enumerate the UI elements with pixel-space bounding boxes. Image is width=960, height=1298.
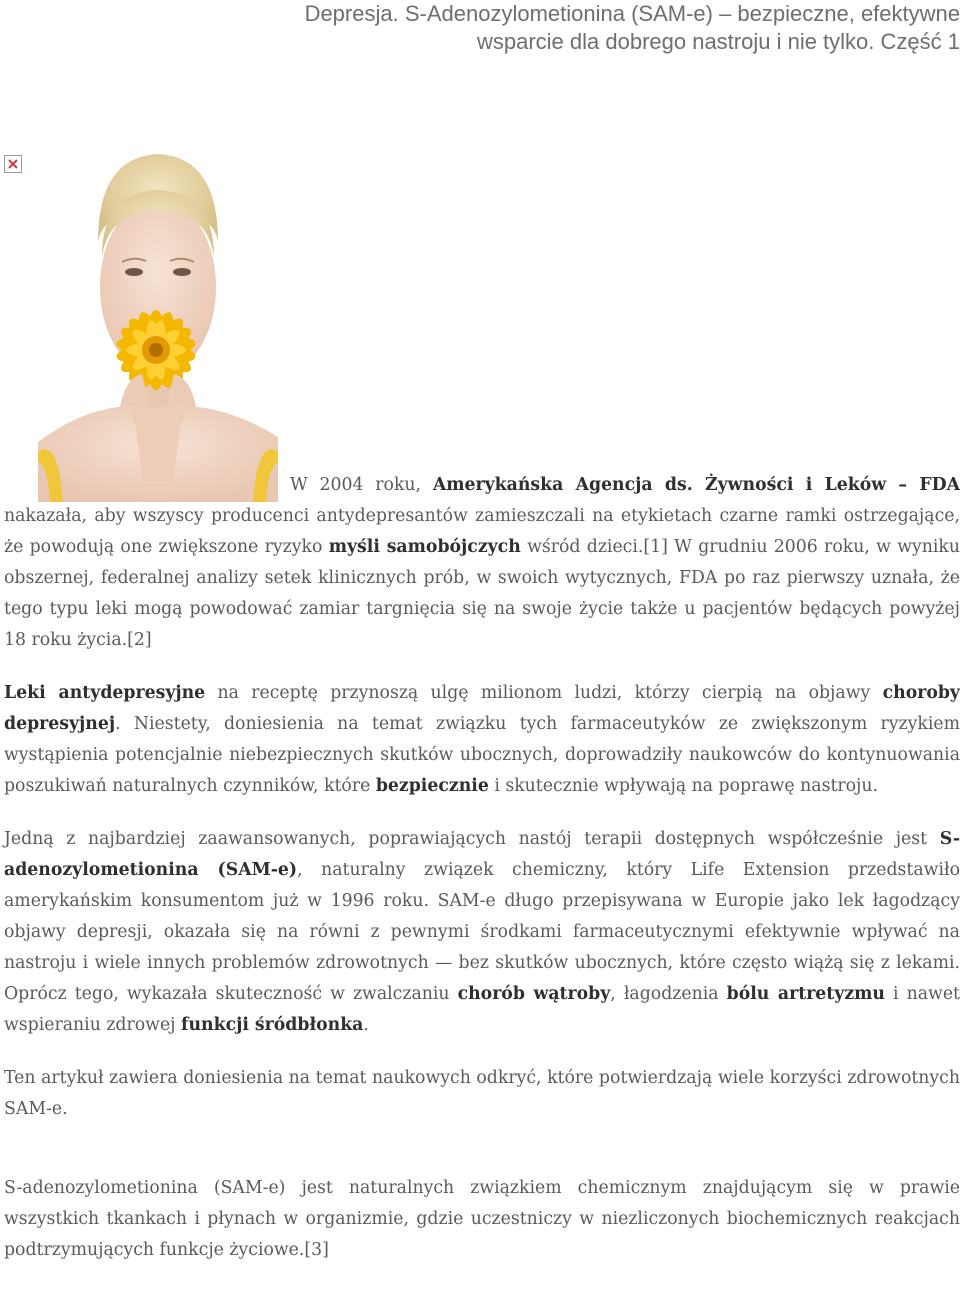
bold-same: S-adenozylometionina (SAM-e) bbox=[4, 829, 960, 880]
text: , łagodzenia bbox=[610, 984, 727, 1004]
title-line-2: wsparcie dla dobrego nastroju i nie tylko. Część 1 bbox=[476, 29, 960, 54]
text: , naturalny związek chemiczny, który Life Extension przedstawiło amerykańskim konsumentom już w 1996 roku. SAM-e długo przepisywana w Europie jako lek łagodzący objawy depresji, okazała się na równi z pewnymi środkami farmaceutycznymi efektywnie wpływać na nastroju i wiele innych problemów zdrowotnych — bez skutków ubocznych, które często wiążą się z lekami. Oprócz tego, wykazała skuteczność w zwalczaniu bbox=[4, 860, 960, 1004]
text: i skutecznie wpływają na poprawę nastroju. bbox=[488, 776, 879, 796]
bold-fda: Amerykańska Agencja ds. Żywności i Leków – FDA bbox=[432, 475, 960, 495]
title-line-1: Depresja. S-Adenozylometionina (SAM-e) – bezpieczne, efektywne bbox=[304, 1, 960, 26]
text: na receptę przynoszą ulgę milionom ludzi, którzy cierpią na objawy bbox=[205, 683, 883, 703]
bold-safely: bezpiecznie bbox=[375, 776, 489, 796]
paragraph-article-scope bbox=[4, 1063, 960, 1125]
bold-antidepressants: Leki antydepresyjne bbox=[4, 683, 206, 703]
paragraph-same-therapy bbox=[4, 824, 960, 1041]
text: nakazała, aby wszyscy producenci antydepresantów zamieszczali na etykietach czarne ramki ostrzegające, że powodują one zwiększone ryzyko bbox=[4, 506, 960, 557]
paragraph-same-definition bbox=[4, 1173, 960, 1266]
text: S-adenozylometionina (SAM-e) jest naturalnych związkiem chemicznym znajdującym się w prawie wszystkich tkankach i płynach w organizmie, gdzie uczestniczy w niezliczonych biochemicznych reakcjach podtrzymujących funkcje życiowe.[3] bbox=[4, 1178, 960, 1260]
image-wrap-spacer bbox=[4, 470, 290, 498]
text: . Niestety, doniesienia na temat związku tych farmaceutyków ze zwiększonym ryzykiem wystąpienia potencjalnie niebezpiecznych skutków ubocznych, doprowadziły naukowców do kontynuowania poszukiwań naturalnych czynników, które bbox=[4, 714, 960, 796]
bold-arthritis-pain: bólu artretyzmu bbox=[726, 984, 885, 1004]
page-title bbox=[260, 0, 960, 56]
paragraph-fda-warning bbox=[4, 470, 960, 656]
article-body bbox=[4, 470, 960, 1288]
text: wśród dzieci.[1] W grudniu 2006 roku, w wyniku obszernej, federalnej analizy setek klinicznych prób, w swoich wytycznych, FDA po raz pierwszy uznała, że tego typu leki mogą powodować zamiar targnięcia się na swoje życie także u pacjentów będących powyżej 18 roku życia.[2] bbox=[4, 537, 960, 650]
text: Ten artykuł zawiera doniesienia na temat naukowych odkryć, które potwierdzają wiele korzyści zdrowotnych SAM-e. bbox=[4, 1068, 960, 1119]
paragraph-antidepressants bbox=[4, 678, 960, 802]
bold-liver-disease: chorób wątroby bbox=[457, 984, 611, 1004]
bold-endothelial-function: funkcji śródbłonka bbox=[181, 1015, 364, 1035]
bold-suicidal-thoughts: myśli samobójczych bbox=[328, 537, 521, 557]
broken-image-icon bbox=[4, 155, 22, 173]
woman-with-flower-photo bbox=[38, 152, 278, 502]
text: W 2004 roku, bbox=[290, 475, 433, 495]
text: i nawet wspieraniu zdrowej bbox=[4, 984, 960, 1035]
bold-depression: choroby depresyjnej bbox=[4, 683, 960, 734]
text: Jedną z najbardziej zaawansowanych, poprawiających nastój terapii dostępnych współcześnie jest bbox=[4, 829, 940, 849]
text: . bbox=[363, 1015, 369, 1035]
